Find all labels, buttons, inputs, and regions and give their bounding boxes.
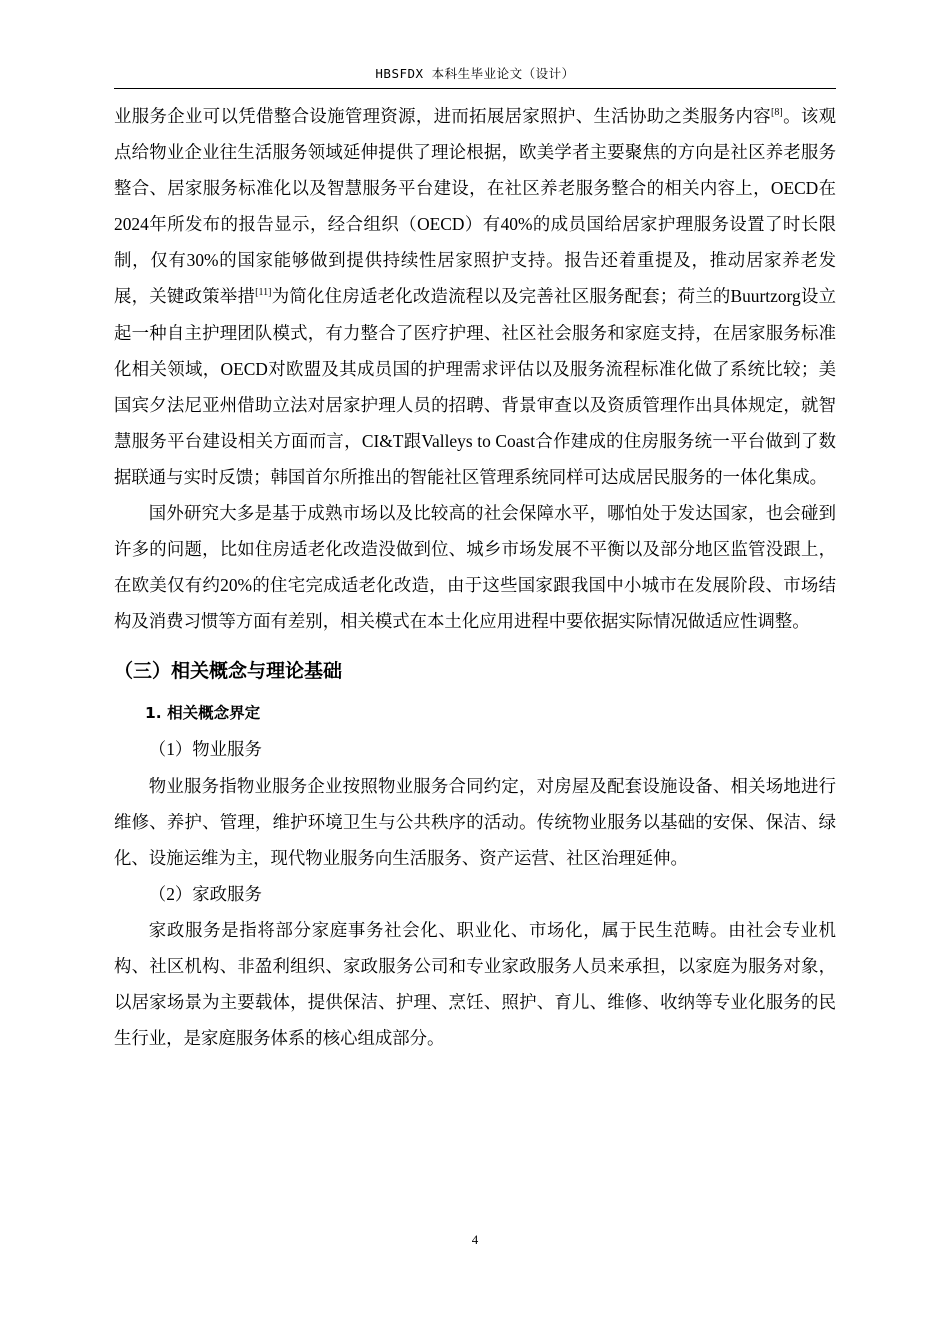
paragraph-1-part-c: 为简化住房适老化改造流程以及完善社区服务配套；荷兰的Buurtzorg设立起一种自主护理团队模式，有力整合了医疗护理、社区社会服务和家庭支持，在居家服务标准化相关领域，OECD对欧盟及其成员国的护理需求评估以及服务流程标准化做了系统比较；美国宾夕法尼亚州借助立法对居家护理人员的招聘、背景审查以及资质管理作出具体规定，就智慧服务平台建设相关方面而言，CI&T跟Valleys to Coast合作建成的住房服务统一平台做到了数据联通与实时反馈；韩国首尔所推出的智能社区管理系统同样可达成居民服务的一体化集成。 <box>114 286 836 487</box>
subsection-heading: 1. 相关概念界定 <box>145 704 261 723</box>
paragraph-1-part-a: 业服务企业可以凭借整合设施管理资源，进而拓展居家照护、生活协助之类服务内容 <box>114 106 772 126</box>
citation-11: [11] <box>255 287 272 299</box>
header-rule <box>114 88 836 89</box>
page-number: 4 <box>471 1232 479 1247</box>
paragraph-1-part-b: 。该观点给物业企业往生活服务领域延伸提供了理论根据，欧美学者主要聚焦的方向是社区养老服务整合、居家服务标准化以及智慧服务平台建设，在社区养老服务整合的相关内容上，OECD在2024年所发布的报告显示，经合组织（OECD）有40%的成员国给居家护理服务设置了时长限制，仅有30%的国家能够做到提供持续性居家照护支持。报告还着重提及，推动居家养老发展，关键政策举措 <box>114 106 836 307</box>
section-heading: （三）相关概念与理论基础 <box>114 660 343 683</box>
item-1-heading: （1）物业服务 <box>148 739 262 760</box>
body-text <box>114 98 836 1056</box>
running-header: HBSFDX 本科生毕业论文（设计） <box>375 66 575 81</box>
paragraph-2: 国外研究大多是基于成熟市场以及比较高的社会保障水平，哪怕处于发达国家，也会碰到许多的问题，比如住房适老化改造没做到位、城乡市场发展不平衡以及部分地区监管没跟上，在欧美仅有约20%的住宅完成适老化改造，由于这些国家跟我国中小城市在发展阶段、市场结构及消费习惯等方面有差别，相关模式在本土化应用进程中要依据实际情况做适应性调整。 <box>114 503 836 632</box>
item-2-text: 家政服务是指将部分家庭事务社会化、职业化、市场化，属于民生范畴。由社会专业机构、社区机构、非盈利组织、家政服务公司和专业家政服务人员来承担，以家庭为服务对象，以居家场景为主要载体，提供保洁、护理、烹饪、照护、育儿、维修、收纳等专业化服务的民生行业，是家庭服务体系的核心组成部分。 <box>114 919 836 1049</box>
citation-8: [8] <box>771 107 783 119</box>
paragraph-1 <box>114 98 836 495</box>
item-2-heading: （2）家政服务 <box>148 883 262 904</box>
item-1-text: 物业服务指物业服务企业按照物业服务合同约定，对房屋及配套设施设备、相关场地进行维修、养护、管理，维护环境卫生与公共秩序的活动。传统物业服务以基础的安保、保洁、绿化、设施运维为主，现代物业服务向生活服务、资产运营、社区治理延伸。 <box>114 775 836 868</box>
